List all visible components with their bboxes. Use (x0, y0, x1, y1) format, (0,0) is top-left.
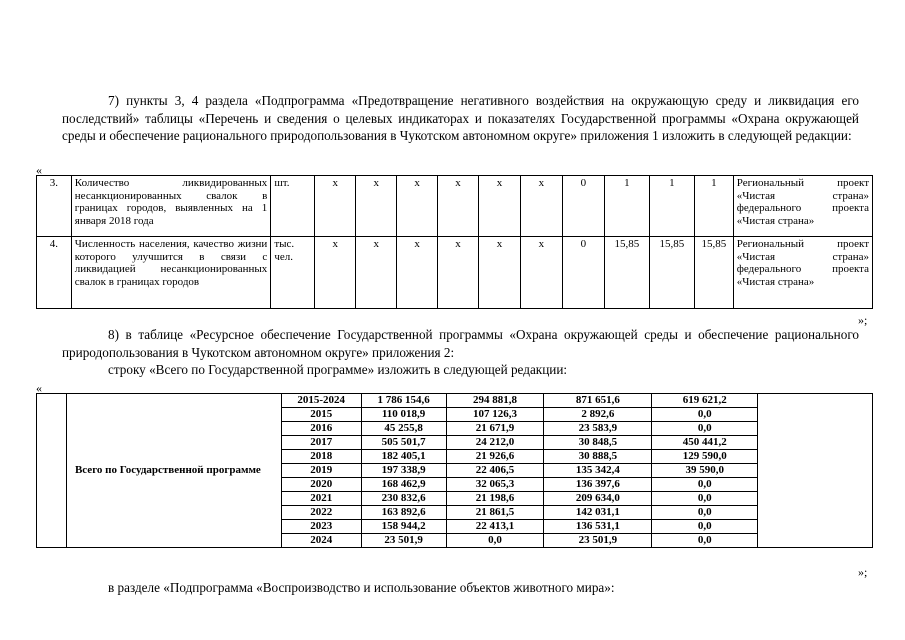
empty-cell (758, 394, 873, 548)
total-cell: 163 892,6 (361, 506, 446, 520)
unit-cell: шт. (271, 176, 315, 237)
indicator-name: Количество ликвидированных несанкционированных свалок в границах городов, выявленных на 1 января 2018 года (71, 176, 271, 237)
value-cell: 0,0 (652, 478, 758, 492)
total-cell: 158 944,2 (361, 520, 446, 534)
quote-close-2: »; (858, 565, 868, 579)
year-cell: 2015 (281, 408, 361, 422)
paragraph-8-row: строку «Всего по Государственной программе» изложить в следующей редакции: (108, 362, 568, 377)
value-cell: 15,85 (694, 237, 733, 309)
indicators-table (36, 175, 873, 309)
value-cell: 0,0 (652, 520, 758, 534)
paragraph-7: 7) пункты 3, 4 раздела «Подпрограмма «Предотвращение негативного воздействия на окружающую среду и ликвидация его последствий» таблицы «Перечень и сведения о целевых индикаторах и показателях Государственной программы «Охрана окружающей среды и обеспечение рационального природопользования в Чукотском автономном округе» приложения 1 изложить в следующей редакции: (62, 93, 859, 143)
value-cell: 209 634,0 (544, 492, 652, 506)
row-number: 3. (37, 176, 72, 237)
value-cell: x (520, 237, 562, 309)
row-label: Всего по Государственной программе (66, 394, 281, 548)
value-cell: 136 531,1 (544, 520, 652, 534)
value-cell: x (479, 237, 521, 309)
quote-open-2: « (36, 381, 42, 395)
value-cell: 135 342,4 (544, 464, 652, 478)
value-cell: 294 881,8 (446, 394, 544, 408)
total-cell: 505 501,7 (361, 436, 446, 450)
value-cell: 107 126,3 (446, 408, 544, 422)
year-cell: 2016 (281, 422, 361, 436)
value-cell: 0 (562, 176, 604, 237)
value-cell: 30 888,5 (544, 450, 652, 464)
value-cell: x (356, 237, 397, 309)
total-cell: 230 832,6 (361, 492, 446, 506)
value-cell: x (520, 176, 562, 237)
value-cell: x (438, 176, 479, 237)
year-cell: 2020 (281, 478, 361, 492)
value-cell: 22 406,5 (446, 464, 544, 478)
value-cell: x (438, 237, 479, 309)
year-cell: 2015-2024 (281, 394, 361, 408)
value-cell: 450 441,2 (652, 436, 758, 450)
value-cell: 21 861,5 (446, 506, 544, 520)
total-cell: 197 338,9 (361, 464, 446, 478)
value-cell: 1 (649, 176, 694, 237)
year-cell: 2019 (281, 464, 361, 478)
year-cell: 2024 (281, 534, 361, 548)
value-cell: 0 (562, 237, 604, 309)
total-cell: 45 255,8 (361, 422, 446, 436)
value-cell: 24 212,0 (446, 436, 544, 450)
value-cell: 22 413,1 (446, 520, 544, 534)
paragraph-last: в разделе «Подпрограмма «Воспроизводство и использование объектов животного мира»: (108, 580, 615, 595)
total-cell: 23 501,9 (361, 534, 446, 548)
quote-open-1: « (36, 163, 42, 177)
value-cell: x (315, 176, 356, 237)
empty-cell (37, 394, 67, 548)
value-cell: x (356, 176, 397, 237)
year-cell: 2018 (281, 450, 361, 464)
value-cell: 129 590,0 (652, 450, 758, 464)
table-row (37, 394, 873, 408)
table-row (37, 237, 873, 309)
year-cell: 2022 (281, 506, 361, 520)
total-cell: 110 018,9 (361, 408, 446, 422)
value-cell: 1 (604, 176, 649, 237)
value-cell: 23 583,9 (544, 422, 652, 436)
value-cell: x (397, 237, 438, 309)
total-cell: 168 462,9 (361, 478, 446, 492)
value-cell: 39 590,0 (652, 464, 758, 478)
value-cell: 32 065,3 (446, 478, 544, 492)
year-cell: 2021 (281, 492, 361, 506)
value-cell: 0,0 (652, 408, 758, 422)
value-cell: 21 926,6 (446, 450, 544, 464)
value-cell: 0,0 (446, 534, 544, 548)
year-cell: 2017 (281, 436, 361, 450)
value-cell: 0,0 (652, 492, 758, 506)
value-cell: 142 031,1 (544, 506, 652, 520)
value-cell: 21 671,9 (446, 422, 544, 436)
source-cell: Региональный проект «Чистая страна» федерального проекта «Чистая страна» (733, 176, 872, 237)
value-cell: 136 397,6 (544, 478, 652, 492)
value-cell: x (397, 176, 438, 237)
resources-table (36, 393, 873, 548)
value-cell: 619 621,2 (652, 394, 758, 408)
row-number: 4. (37, 237, 72, 309)
indicator-name: Численность населения, качество жизни которого улучшится в связи с ликвидацией несанкционированных свалок в границах городов (71, 237, 271, 309)
value-cell: 0,0 (652, 506, 758, 520)
value-cell: 871 651,6 (544, 394, 652, 408)
total-cell: 182 405,1 (361, 450, 446, 464)
value-cell: x (315, 237, 356, 309)
value-cell: 2 892,6 (544, 408, 652, 422)
value-cell: 0,0 (652, 422, 758, 436)
unit-cell: тыс. чел. (271, 237, 315, 309)
total-cell: 1 786 154,6 (361, 394, 446, 408)
value-cell: 0,0 (652, 534, 758, 548)
value-cell: x (479, 176, 521, 237)
value-cell: 1 (694, 176, 733, 237)
value-cell: 30 848,5 (544, 436, 652, 450)
table-row (37, 176, 873, 237)
paragraph-8: 8) в таблице «Ресурсное обеспечение Государственной программы «Охрана окружающей среды и обеспечение рационального природопользования в Чукотском автономном округе» приложения 2: (62, 327, 859, 360)
quote-close-1: »; (858, 313, 868, 327)
source-cell: Региональный проект «Чистая страна» федерального проекта «Чистая страна» (733, 237, 872, 309)
value-cell: 21 198,6 (446, 492, 544, 506)
value-cell: 15,85 (604, 237, 649, 309)
value-cell: 15,85 (649, 237, 694, 309)
year-cell: 2023 (281, 520, 361, 534)
value-cell: 23 501,9 (544, 534, 652, 548)
